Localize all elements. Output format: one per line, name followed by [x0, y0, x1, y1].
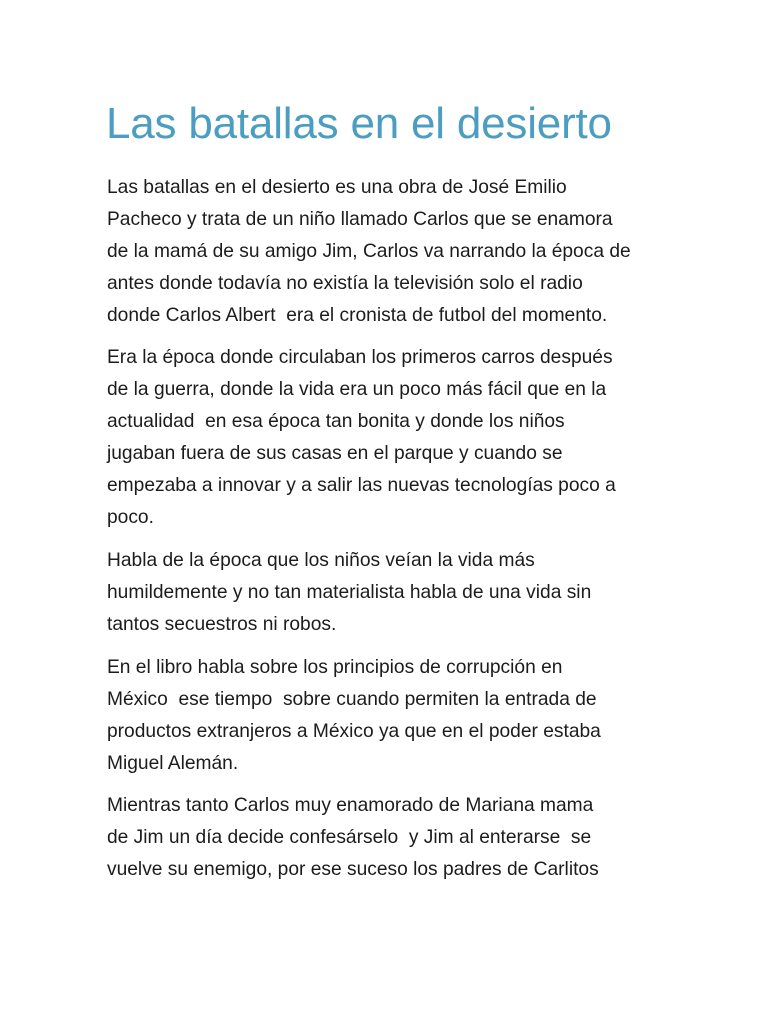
text-line: de Jim un día decide confesárselo y Jim al enterarse se [107, 827, 592, 848]
text-line: Era la época donde circulaban los primeros carros después [107, 347, 613, 368]
text-line: humildemente y no tan materialista habla de una vida sin [107, 582, 592, 603]
text-line: Habla de la época que los niños veían la vida más [107, 550, 535, 571]
text-line: de la mamá de su amigo Jim, Carlos va narrando la época de [107, 241, 631, 262]
paragraph-5 [107, 790, 599, 886]
text-line: antes donde todavía no existía la televisión solo el radio [107, 273, 583, 294]
text-line: Pacheco y trata de un niño llamado Carlos que se enamora [107, 209, 613, 230]
paragraph-1 [107, 172, 631, 332]
text-line: tantos secuestros ni robos. [107, 614, 337, 635]
text-line: México ese tiempo sobre cuando permiten la entrada de [107, 689, 597, 710]
text-line: de la guerra, donde la vida era un poco más fácil que en la [107, 379, 607, 400]
text-line: En el libro habla sobre los principios de corrupción en [107, 657, 563, 678]
text-line: Mientras tanto Carlos muy enamorado de Mariana mama [107, 795, 594, 816]
text-line: productos extranjeros a México ya que en el poder estaba [107, 721, 601, 742]
text-line: jugaban fuera de sus casas en el parque y cuando se [107, 443, 563, 464]
text-line: Miguel Alemán. [107, 753, 239, 774]
document-title: Las batallas en el desierto [106, 99, 612, 148]
text-line: Las batallas en el desierto es una obra de José Emilio [107, 177, 567, 198]
text-line: actualidad en esa época tan bonita y donde los niños [107, 411, 565, 432]
text-line: poco. [107, 507, 154, 528]
text-line: donde Carlos Albert era el cronista de futbol del momento. [107, 305, 608, 326]
paragraph-4 [107, 652, 601, 780]
text-line: vuelve su enemigo, por ese suceso los padres de Carlitos [107, 859, 599, 880]
paragraph-3 [107, 545, 591, 641]
paragraph-2 [107, 342, 616, 534]
text-line: empezaba a innovar y a salir las nuevas tecnologías poco a [107, 475, 616, 496]
